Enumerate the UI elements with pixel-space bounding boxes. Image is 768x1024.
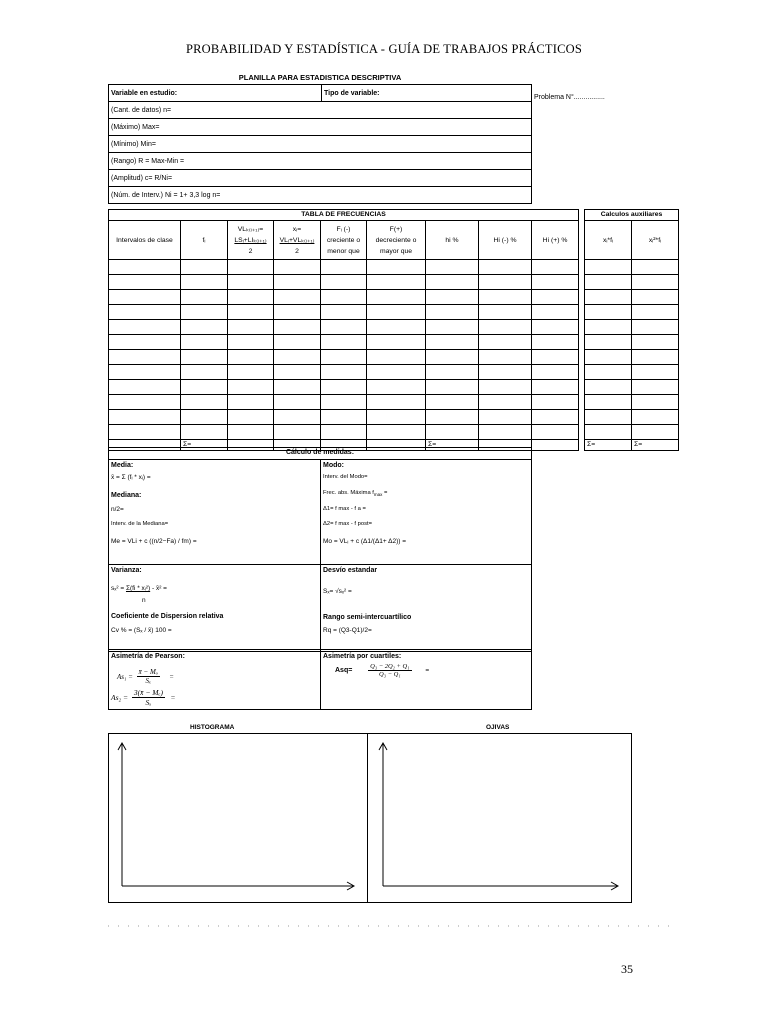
table-cell[interactable] <box>632 395 679 410</box>
table-cell[interactable] <box>632 335 679 350</box>
cuartiles-lhs: Asq= <box>335 667 353 674</box>
table-cell[interactable] <box>228 335 274 350</box>
header-Fi-minus-line2: creciente o <box>326 236 361 244</box>
mediana-interv[interactable]: Interv. de la Mediana= <box>111 521 169 527</box>
header-xifi: xᵢ*fᵢ <box>585 221 632 260</box>
table-cell[interactable] <box>321 320 367 335</box>
table-cell[interactable] <box>181 260 228 275</box>
table-cell[interactable] <box>367 380 426 395</box>
divider <box>109 649 531 650</box>
rango-formula[interactable]: Rq = (Q3-Q1)/2= <box>323 627 372 634</box>
table-row <box>585 260 679 275</box>
table-cell[interactable] <box>632 350 679 365</box>
table-cell[interactable] <box>532 335 579 350</box>
table-row <box>585 290 679 305</box>
table-cell[interactable] <box>274 395 321 410</box>
pearson-as1-lhs: As₁ = <box>117 672 133 681</box>
table-cell[interactable] <box>109 335 181 350</box>
pearson-as1-frac <box>137 668 160 685</box>
table-row <box>109 410 579 425</box>
cuartiles-label: Asimetría por cuartiles: <box>323 653 402 660</box>
sum-xifi: Σ= <box>585 440 632 451</box>
pearson-as1-num: x̄ − Mₒ <box>138 668 158 676</box>
measures-title: Cálculo de medidas: <box>285 449 355 456</box>
problema-number[interactable]: Problema N°................ <box>534 94 605 101</box>
table-cell[interactable] <box>426 305 479 320</box>
cuartiles-frac <box>368 663 411 678</box>
mediana-formula[interactable]: Me = VLi + c ((n/2−Fa) / fm) = <box>111 538 197 545</box>
table-cell[interactable] <box>479 425 532 440</box>
row-max[interactable]: (Máximo) Max= <box>109 119 532 136</box>
header-xi-line3: 2 <box>295 247 299 255</box>
table-cell[interactable] <box>321 305 367 320</box>
table-cell[interactable] <box>228 260 274 275</box>
header-Fi-minus-line3: menor que <box>327 247 360 255</box>
table-cell[interactable] <box>109 350 181 365</box>
header-Hi-plus: Hi (+) % <box>532 221 579 260</box>
table-cell[interactable] <box>532 410 579 425</box>
header-fi: fᵢ <box>181 221 228 260</box>
pearson-as2-eq: = <box>170 693 176 702</box>
frequency-table <box>108 209 579 451</box>
table-cell[interactable] <box>109 320 181 335</box>
table-cell[interactable] <box>321 410 367 425</box>
table-cell[interactable] <box>479 320 532 335</box>
table-cell[interactable] <box>585 275 632 290</box>
aux-table <box>584 209 679 451</box>
table-cell[interactable] <box>274 305 321 320</box>
pearson-as2-lhs: As₂ = <box>111 693 129 702</box>
pearson-label: Asimetría de Pearson: <box>111 653 185 660</box>
table-cell[interactable] <box>228 410 274 425</box>
header-Fi-plus-line3: mayor que <box>379 247 413 255</box>
desvio-label: Desvío estandar <box>323 567 378 574</box>
header-Hi-minus: Hi (-) % <box>479 221 532 260</box>
header-xi <box>274 221 321 260</box>
table-row <box>585 395 679 410</box>
table-cell[interactable] <box>228 395 274 410</box>
varianza-den: n <box>142 597 146 604</box>
table-cell[interactable] <box>632 290 679 305</box>
table-cell[interactable] <box>321 290 367 305</box>
table-cell[interactable] <box>228 425 274 440</box>
cuartiles-formula[interactable] <box>335 663 429 678</box>
pearson-as1[interactable] <box>117 668 174 685</box>
table-cell[interactable] <box>367 365 426 380</box>
header-hi: hi % <box>426 221 479 260</box>
table-row <box>109 335 579 350</box>
header-vl-line1: VLₖ₍ᵢ₊₁₎= <box>237 225 264 233</box>
table-cell[interactable] <box>367 305 426 320</box>
table-cell[interactable] <box>585 410 632 425</box>
cuartiles-eq: = <box>425 667 430 674</box>
table-row <box>585 275 679 290</box>
header-xi-line2: VLᵢ+VLₖ₍ᵢ₊₁₎ <box>279 236 315 244</box>
table-cell[interactable] <box>367 395 426 410</box>
freq-table-title: TABLA DE FRECUENCIAS <box>109 210 579 221</box>
table-cell[interactable] <box>479 380 532 395</box>
table-cell[interactable] <box>532 260 579 275</box>
header-vl-line3: 2 <box>248 247 253 255</box>
table-cell[interactable] <box>321 380 367 395</box>
table-cell[interactable] <box>426 275 479 290</box>
table-cell[interactable] <box>479 410 532 425</box>
table-cell[interactable] <box>274 275 321 290</box>
variable-label[interactable]: Variable en estudio: <box>109 85 322 102</box>
modo-d1[interactable]: Δ1= f max - f a = <box>323 506 366 512</box>
table-row <box>109 380 579 395</box>
pearson-as2-num: 3(x̄ − Mₑ) <box>133 688 164 697</box>
table-cell[interactable] <box>181 410 228 425</box>
header-Fi-minus <box>321 221 367 260</box>
table-cell[interactable] <box>479 290 532 305</box>
table-cell[interactable] <box>532 395 579 410</box>
table-cell[interactable] <box>181 395 228 410</box>
media-formula[interactable]: x̄ = Σ (fᵢ * xᵢ) = <box>111 474 151 481</box>
table-row <box>585 350 679 365</box>
table-row <box>585 410 679 425</box>
page-header: PROBABILIDAD Y ESTADÍSTICA - GUÍA DE TRABAJOS PRÁCTICOS <box>185 42 583 56</box>
table-cell[interactable] <box>426 365 479 380</box>
table-cell[interactable] <box>367 335 426 350</box>
table-cell[interactable] <box>181 305 228 320</box>
table-row <box>585 305 679 320</box>
row-min[interactable]: (Mínimo) Min= <box>109 136 532 153</box>
varianza-rest: - x̄² = <box>151 585 167 592</box>
table-cell[interactable] <box>367 425 426 440</box>
modo-frec-text: Frec. abs. Máxima f <box>323 490 374 496</box>
header-vl <box>228 221 274 260</box>
table-cell[interactable] <box>532 425 579 440</box>
table-cell[interactable] <box>479 395 532 410</box>
rango-label: Rango semi-intercuartílico <box>323 614 412 621</box>
table-cell[interactable] <box>109 365 181 380</box>
table-cell[interactable] <box>632 305 679 320</box>
desvio-formula[interactable]: Sₓ= √sₓ² = <box>323 588 352 595</box>
table-cell[interactable] <box>479 365 532 380</box>
table-cell[interactable] <box>632 275 679 290</box>
header-Fi-plus-line1: F(+) <box>389 225 403 233</box>
table-cell[interactable] <box>274 410 321 425</box>
row-amplitud[interactable]: (Amplitud) c= R/Ni= <box>109 170 532 187</box>
table-cell[interactable] <box>532 305 579 320</box>
histograma-label: HISTOGRAMA <box>190 724 235 731</box>
varianza-label: Varianza: <box>111 567 142 574</box>
header-xi-line1: xᵢ= <box>292 225 302 233</box>
table-cell[interactable] <box>532 380 579 395</box>
table-cell[interactable] <box>479 350 532 365</box>
table-cell[interactable] <box>228 320 274 335</box>
header-Fi-minus-line1: Fᵢ (-) <box>336 225 351 233</box>
table-cell[interactable] <box>181 290 228 305</box>
table-cell[interactable] <box>632 410 679 425</box>
table-cell[interactable] <box>367 320 426 335</box>
sum-xi2fi: Σ= <box>632 440 679 451</box>
planilla-title: PLANILLA PARA ESTADISTICA DESCRIPTIVA <box>238 73 402 82</box>
table-cell[interactable] <box>479 305 532 320</box>
table-cell[interactable] <box>585 350 632 365</box>
table-cell[interactable] <box>181 365 228 380</box>
table-cell[interactable] <box>585 335 632 350</box>
table-cell[interactable] <box>367 410 426 425</box>
table-cell[interactable] <box>274 365 321 380</box>
pearson-as2[interactable] <box>111 688 175 707</box>
table-cell[interactable] <box>274 320 321 335</box>
table-cell[interactable] <box>181 425 228 440</box>
table-cell[interactable] <box>426 395 479 410</box>
table-cell[interactable] <box>109 425 181 440</box>
axes-svg <box>109 734 631 902</box>
table-cell[interactable] <box>632 380 679 395</box>
table-cell[interactable] <box>228 275 274 290</box>
table-cell[interactable] <box>367 350 426 365</box>
pearson-as2-frac <box>132 688 165 707</box>
table-row <box>585 320 679 335</box>
table-cell[interactable] <box>367 290 426 305</box>
table-cell[interactable] <box>426 335 479 350</box>
varianza-num: Σ(fi * xᵢ²) <box>125 585 151 592</box>
table-cell[interactable] <box>109 395 181 410</box>
header-vl-line2: LSᵢ+LIₖ₍ᵢ₊₁₎ <box>234 236 267 244</box>
cuartiles-num: Q₃ − 2Q₂ + Q₁ <box>370 663 410 670</box>
table-cell[interactable] <box>321 365 367 380</box>
table-cell[interactable] <box>632 425 679 440</box>
table-cell[interactable] <box>274 350 321 365</box>
table-cell[interactable] <box>585 395 632 410</box>
table-row <box>109 260 579 275</box>
table-cell[interactable] <box>367 275 426 290</box>
row-n[interactable]: (Cant. de datos) n= <box>109 102 532 119</box>
table-cell[interactable] <box>585 380 632 395</box>
table-row <box>109 275 579 290</box>
table-cell[interactable] <box>585 425 632 440</box>
header-xi2fi: xᵢ²*fᵢ <box>632 221 679 260</box>
table-row <box>109 365 579 380</box>
table-cell[interactable] <box>585 320 632 335</box>
media-label: Media: <box>111 462 134 469</box>
modo-formula[interactable]: Mo = VLᵢ + c (Δ1/(Δ1+ Δ2)) = <box>323 538 407 545</box>
aux-table-title: Calculos auxiliares <box>585 210 679 221</box>
table-cell[interactable] <box>109 260 181 275</box>
table-cell[interactable] <box>321 425 367 440</box>
table-cell[interactable] <box>479 275 532 290</box>
sum-empty <box>532 440 579 451</box>
mediana-label: Mediana: <box>111 492 142 499</box>
table-cell[interactable] <box>367 260 426 275</box>
table-cell[interactable] <box>632 320 679 335</box>
table-row <box>109 350 579 365</box>
table-cell[interactable] <box>532 365 579 380</box>
table-cell[interactable] <box>228 350 274 365</box>
table-cell[interactable] <box>532 320 579 335</box>
table-row <box>585 425 679 440</box>
table-cell[interactable] <box>426 320 479 335</box>
table-row <box>109 290 579 305</box>
table-row <box>109 425 579 440</box>
row-intervalos[interactable]: (Núm. de Interv.) Ni = 1+ 3,3 log n= <box>109 187 532 204</box>
pearson-as1-den: Sₓ <box>145 677 151 685</box>
table-cell[interactable] <box>426 260 479 275</box>
table-cell[interactable] <box>585 305 632 320</box>
modo-frec-sub: max <box>373 492 383 498</box>
histogram-axes[interactable] <box>118 743 354 890</box>
table-cell[interactable] <box>585 290 632 305</box>
table-cell[interactable] <box>532 275 579 290</box>
cuartiles-den: Q₃ − Q₁ <box>379 671 401 678</box>
graph-area <box>108 733 632 903</box>
table-cell[interactable] <box>181 275 228 290</box>
table-row <box>585 365 679 380</box>
cv-formula[interactable]: Cv % = (Sₓ / x̄) 100 = <box>111 627 172 634</box>
table-cell[interactable] <box>632 365 679 380</box>
table-cell[interactable] <box>181 380 228 395</box>
table-row <box>109 305 579 320</box>
pearson-as2-den: Sₓ <box>145 698 152 707</box>
table-cell[interactable] <box>321 335 367 350</box>
table-row <box>109 320 579 335</box>
table-cell[interactable] <box>426 425 479 440</box>
divider <box>109 651 531 652</box>
mediana-n[interactable]: n/2= <box>111 506 124 513</box>
table-cell[interactable] <box>532 350 579 365</box>
table-cell[interactable] <box>181 320 228 335</box>
table-cell[interactable] <box>109 410 181 425</box>
varianza-formula[interactable] <box>111 585 167 592</box>
table-cell[interactable] <box>181 335 228 350</box>
header-Fi-plus-line2: decreciente o <box>375 236 417 244</box>
table-row <box>585 335 679 350</box>
dotted-line <box>108 924 678 928</box>
modo-label: Modo: <box>323 462 344 469</box>
table-cell[interactable] <box>274 425 321 440</box>
table-cell[interactable] <box>479 260 532 275</box>
table-row <box>585 380 679 395</box>
modo-frec[interactable] <box>323 490 387 497</box>
table-cell[interactable] <box>109 380 181 395</box>
sum-hi: Σ= <box>426 440 479 451</box>
modo-frec-end: = <box>382 490 388 496</box>
table-cell[interactable] <box>426 380 479 395</box>
table-cell[interactable] <box>479 335 532 350</box>
varianza-lhs: sₓ² = <box>111 585 125 592</box>
table-cell[interactable] <box>274 290 321 305</box>
table-row <box>109 395 579 410</box>
cv-label: Coeficiente de Dispersion relativa <box>111 613 224 620</box>
table-cell[interactable] <box>321 395 367 410</box>
table-cell[interactable] <box>228 290 274 305</box>
divider <box>109 564 531 565</box>
table-cell[interactable] <box>109 275 181 290</box>
table-cell[interactable] <box>274 260 321 275</box>
table-cell[interactable] <box>228 305 274 320</box>
table-cell[interactable] <box>109 305 181 320</box>
tipo-label[interactable]: Tipo de variable: <box>322 85 532 102</box>
row-rango[interactable]: (Rango) R = Max-Min = <box>109 153 532 170</box>
page-number: 35 <box>621 962 633 976</box>
header-Fi-plus <box>367 221 426 260</box>
ojivas-label: OJIVAS <box>486 724 510 731</box>
table-cell[interactable] <box>109 290 181 305</box>
table-cell[interactable] <box>426 350 479 365</box>
table-cell[interactable] <box>228 365 274 380</box>
table-cell[interactable] <box>228 380 274 395</box>
table-cell[interactable] <box>321 260 367 275</box>
table-cell[interactable] <box>632 260 679 275</box>
table-cell[interactable] <box>532 290 579 305</box>
measures-box <box>108 447 532 710</box>
ojivas-axes[interactable] <box>379 743 618 890</box>
table-cell[interactable] <box>274 335 321 350</box>
sum-fi: Σ= <box>181 440 228 451</box>
table-cell[interactable] <box>181 350 228 365</box>
variable-table <box>108 84 532 204</box>
modo-d2[interactable]: Δ2= f max - f post= <box>323 521 372 527</box>
header-intervalos: Intervalos de clase <box>109 221 181 260</box>
table-cell[interactable] <box>585 260 632 275</box>
table-cell[interactable] <box>274 380 321 395</box>
pearson-as1-eq: = <box>169 672 174 681</box>
table-cell[interactable] <box>321 350 367 365</box>
table-cell[interactable] <box>585 365 632 380</box>
table-cell[interactable] <box>426 290 479 305</box>
divider <box>320 459 321 710</box>
modo-interv[interactable]: Interv. del Modo= <box>323 474 368 480</box>
table-cell[interactable] <box>426 410 479 425</box>
table-cell[interactable] <box>321 275 367 290</box>
